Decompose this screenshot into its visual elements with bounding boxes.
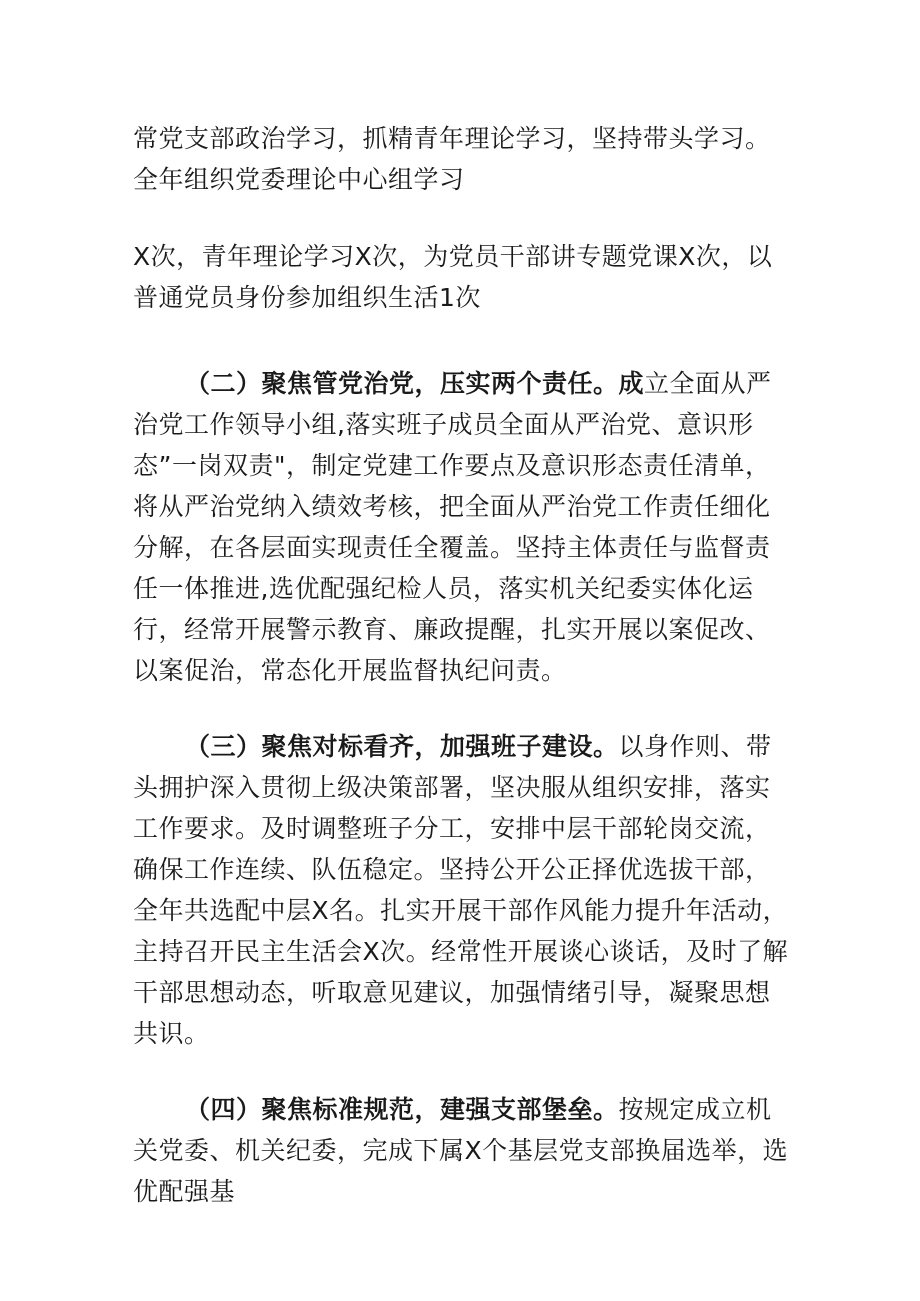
- paragraph-section-three: [133, 726, 793, 1054]
- paragraph-text: 常党支部政治学习，抓精青年理论学习，坚持带头学习。全年组织党委理论中心组学习: [133, 124, 771, 194]
- paragraph-text: 立全面从严治党工作领导小组,落实班子成员全面从严治党、意识形态”一岗双责"，制定党建工作要点及意识形态责任清单，将从严治党纳入绩效考核，把全面从严治党工作责任细化分解，在各层面实现责任全覆盖。坚持主体责任与监督责任一体推进,选优配强纪检人员，落实机关纪委实体化运行，经常开展警示教育、廉政提醒，扎实开展以案促改、以案促治，常态化开展监督执纪问责。: [133, 369, 772, 685]
- section-heading: （二）聚焦管党治党，压实两个责任。成: [185, 369, 645, 398]
- paragraph-section-two: [133, 363, 793, 691]
- paragraph-text: 按规定成立机关党委、机关纪委，完成下属X个基层党支部换届选举，选优配强基: [133, 1095, 789, 1206]
- paragraph-text: 以身作则、带头拥护深入贯彻上级决策部署，坚决服从组织安排，落实工作要求。及时调整班子分工，安排中层干部轮岗交流，确保工作连续、队伍稳定。坚持公开公正择优选拔干部，全年共选配中层X名。扎实开展干部作风能力提升年活动，主持召开民主生活会X次。经常性开展谈心谈话，及时了解干部思想动态，听取意见建议，加强情绪引导，凝聚思想共识。: [133, 732, 789, 1048]
- section-heading: （三）聚焦对标看齐，加强班子建设。: [185, 732, 619, 761]
- paragraph-study: [133, 118, 793, 200]
- section-heading: （四）聚焦标准规范，建强支部堡垒。: [185, 1095, 619, 1124]
- paragraph-text: X次，青年理论学习X次，为党员干部讲专题党课X次，以普通党员身份参加组织生活1次: [133, 242, 773, 312]
- paragraph-section-four: [133, 1089, 793, 1212]
- paragraph-study-counts: [133, 236, 793, 318]
